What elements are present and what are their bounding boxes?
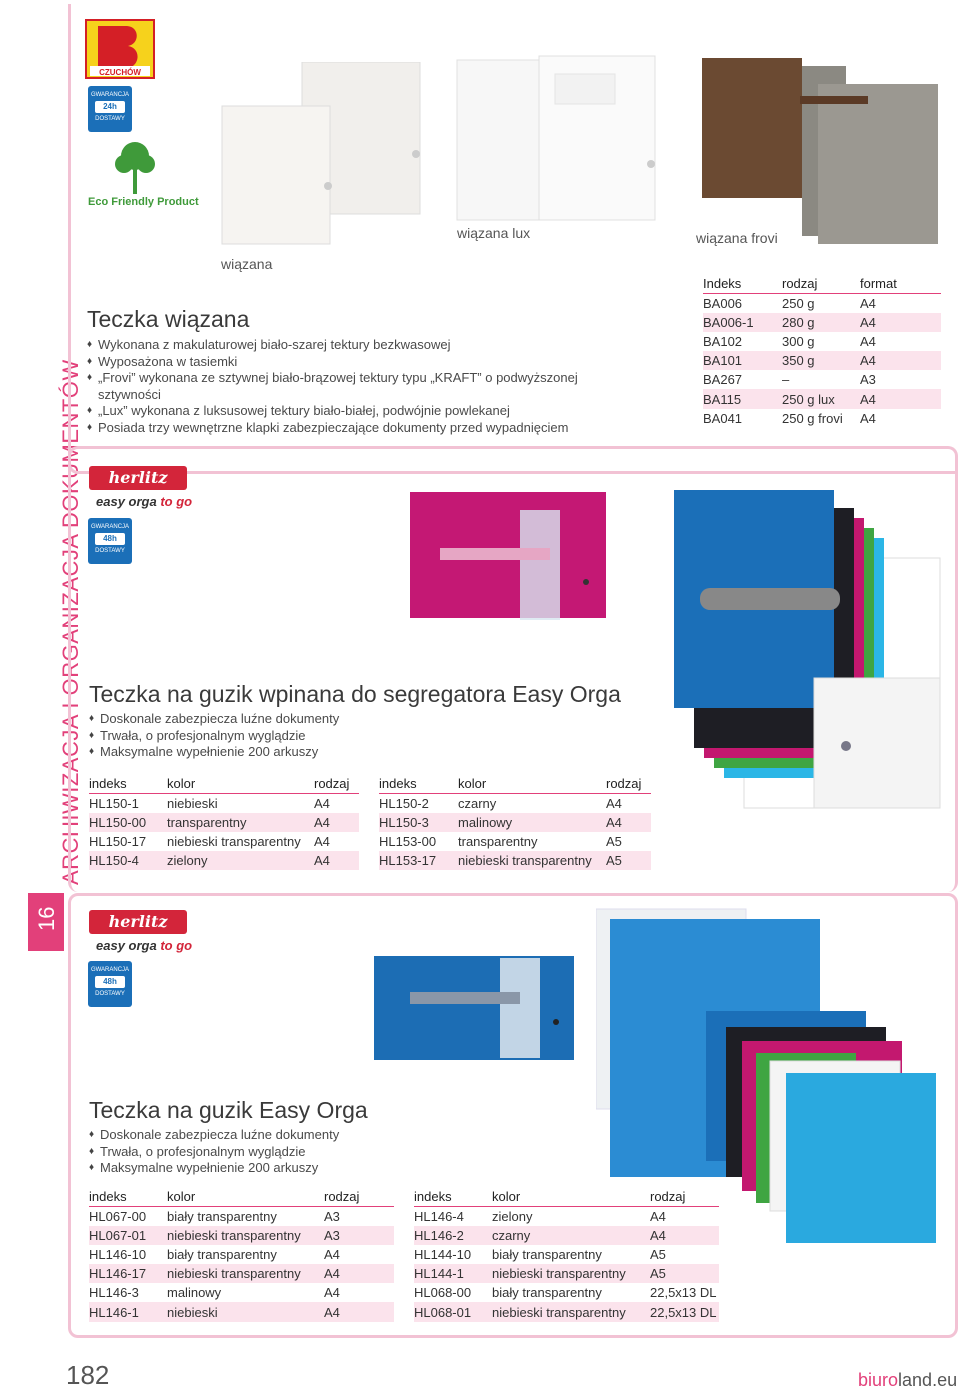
section3-table-left (89, 1187, 394, 1322)
table-cell: czarny (492, 1226, 650, 1245)
guarantee-24h-delivery: DOSTAWY (95, 116, 125, 122)
eco-tree-icon (110, 140, 160, 196)
table-cell: 350 g (782, 351, 860, 370)
table-cell: 280 g (782, 313, 860, 332)
table-row (703, 294, 941, 313)
guarantee-48h-hours-2: 48h (95, 976, 125, 988)
table-cell: biały transparentny (492, 1285, 602, 1301)
table-cell: transparentny (167, 813, 314, 832)
table-cell: HL150-4 (89, 851, 167, 870)
section2-bullet: ♦ Trwała, o profesjonalnym wyglądzie (89, 728, 339, 745)
table-cell: BA115 (703, 389, 782, 408)
col-header: indeks (89, 774, 167, 794)
table-cell: niebieski (167, 795, 218, 811)
table-cell: 250 g (782, 295, 815, 311)
table-cell: biały transparentny (167, 1208, 277, 1224)
table-cell: HL068-00 (414, 1285, 472, 1301)
col-header: indeks (89, 1187, 167, 1207)
table-cell: HL150-1 (89, 795, 139, 811)
table-cell: niebieski transparentny (492, 1302, 650, 1321)
guarantee-48h-delivery-2: DOSTAWY (95, 991, 125, 997)
table-cell: A4 (314, 851, 359, 870)
col-header: format (860, 274, 941, 294)
table-cell: A4 (324, 1246, 340, 1262)
table-cell: HL146-10 (89, 1246, 147, 1262)
table-row (89, 1283, 394, 1302)
table-row (703, 370, 941, 389)
section1-title: Teczka wiązana (87, 306, 250, 332)
table-row (89, 1226, 394, 1245)
section1-bullet: ♦ Wyposażona w tasiemki (87, 354, 647, 371)
easy-orga-logo (96, 938, 192, 953)
table-cell: 250 g lux (782, 389, 860, 408)
section2-bullet: ♦ Maksymalne wypełnienie 200 arkuszy (89, 744, 339, 761)
table-cell: BA006 (703, 295, 743, 311)
section1-bullets (87, 337, 647, 436)
table-row (89, 1302, 394, 1321)
table-row (703, 313, 941, 332)
table-cell: zielony (492, 1208, 533, 1224)
table-cell: BA101 (703, 351, 782, 370)
col-header: Indeks (703, 274, 782, 294)
eco-friendly-text: Eco Friendly Product (88, 196, 199, 208)
folder-easy-orga-magenta-image (400, 490, 610, 640)
table-cell: A4 (650, 1226, 719, 1245)
table-cell: HL150-3 (379, 813, 458, 832)
table-row (414, 1207, 719, 1226)
table-cell: A5 (650, 1246, 666, 1262)
to-go-text: to go (160, 938, 193, 953)
guarantee-24h-badge (88, 86, 132, 132)
section3-bullet: ♦ Maksymalne wypełnienie 200 arkuszy (89, 1160, 339, 1177)
guarantee-48h-delivery: DOSTAWY (95, 548, 125, 554)
table-cell: zielony (167, 851, 314, 870)
folder-wiazana-lux-image (455, 54, 675, 222)
table-cell: – (782, 372, 790, 388)
table-cell: A4 (606, 795, 622, 811)
section2-bullet: ♦ Doskonale zabezpiecza luźne dokumenty (89, 711, 339, 728)
table-row (414, 1302, 719, 1321)
table-cell: 250 g frovi (782, 410, 843, 426)
guarantee-48h-badge (88, 961, 132, 1007)
section3-bullet: ♦ Trwała, o profesjonalnym wyglądzie (89, 1144, 339, 1161)
table-cell: A4 (314, 795, 330, 811)
table-cell: biały transparentny (492, 1246, 602, 1262)
guarantee-48h-badge (88, 518, 132, 564)
czuchow-logo-text: CZUCHÓW (99, 68, 141, 77)
herlitz-logo: herlitz (89, 910, 187, 934)
section1-bullet: ♦ „Frovi” wykonana ze sztywnej biało-brązowej tektury typu „KRAFT” o podwyższonej sztywności (87, 370, 607, 403)
table-cell: A4 (324, 1285, 340, 1301)
table-cell: HL144-10 (414, 1246, 472, 1262)
col-header: kolor (167, 774, 314, 794)
table-cell: malinowy (458, 813, 606, 832)
table-cell: A4 (324, 1264, 394, 1283)
col-header: kolor (458, 774, 606, 794)
site-brand-part: biuro (858, 1370, 899, 1390)
table-header-row (414, 1187, 719, 1207)
herlitz-logo: herlitz (89, 466, 187, 490)
table-row (89, 794, 359, 813)
table-row (89, 832, 359, 851)
table-cell: BA006-1 (703, 313, 782, 332)
table-cell: niebieski transparentny (458, 851, 606, 870)
table-cell: BA267 (703, 372, 743, 388)
table-cell: HL150-17 (89, 833, 147, 849)
guarantee-48h-hours: 48h (95, 533, 125, 545)
caption-wiazana-frovi: wiązana frovi (696, 230, 778, 246)
table-cell: HL144-1 (414, 1264, 492, 1283)
section3-title: Teczka na guzik Easy Orga (89, 1097, 368, 1123)
table-row (379, 832, 651, 851)
table-cell: czarny (458, 795, 497, 811)
table-cell: malinowy (167, 1285, 222, 1301)
col-header: indeks (379, 774, 458, 794)
table-cell: BA041 (703, 410, 743, 426)
table-cell: A5 (650, 1264, 719, 1283)
side-category-label: ARCHIWIZACJA I ORGANIZACJA DOKUMENTÓW (58, 359, 83, 885)
table-cell: HL153-00 (379, 833, 437, 849)
section3-table-right (414, 1187, 719, 1322)
table-row (379, 851, 651, 870)
section2-title: Teczka na guzik wpinana do segregatora Easy Orga (89, 681, 621, 707)
folder-easy-orga-stack-image (664, 488, 944, 810)
folder-wiazana-image (220, 62, 440, 246)
table-cell: HL067-00 (89, 1208, 147, 1224)
section3-bullet: ♦ Doskonale zabezpiecza luźne dokumenty (89, 1127, 339, 1144)
czuchow-logo (84, 18, 156, 80)
guarantee-48h-label-2: GWARANCJA (90, 967, 130, 973)
table-cell: HL153-17 (379, 851, 458, 870)
caption-wiazana-lux: wiązana lux (457, 225, 531, 241)
table-cell: A5 (606, 851, 651, 870)
table-cell: A3 (324, 1208, 340, 1224)
to-go-text: to go (160, 494, 193, 509)
page-number: 182 (66, 1360, 110, 1390)
table-cell: A4 (314, 813, 359, 832)
section1-spec-table (703, 274, 941, 428)
col-header: kolor (167, 1187, 324, 1207)
table-row (414, 1264, 719, 1283)
table-cell: A4 (314, 833, 330, 849)
section2-table-right (379, 774, 651, 870)
table-row (703, 409, 941, 428)
section1-bullet: ♦ Wykonana z makulaturowej biało-szarej tektury bezkwasowej (87, 337, 647, 354)
table-row (414, 1226, 719, 1245)
site-logo (858, 1370, 957, 1390)
table-cell: A4 (606, 813, 651, 832)
table-cell: HL146-3 (89, 1285, 139, 1301)
col-header: rodzaj (782, 274, 860, 294)
table-row (89, 851, 359, 870)
table-cell: A5 (606, 833, 622, 849)
section1-bullet: ♦ Posiada trzy wewnętrzne klapki zabezpieczające dokumenty przed wypadnięciem (87, 420, 647, 437)
col-header: indeks (414, 1187, 492, 1207)
table-cell: niebieski transparentny (492, 1264, 650, 1283)
table-row (89, 1245, 394, 1264)
table-cell: HL067-01 (89, 1226, 167, 1245)
table-cell: biały transparentny (167, 1246, 277, 1262)
table-header-row (89, 1187, 394, 1207)
table-cell: 22,5x13 DL (650, 1285, 717, 1301)
guarantee-24h-label: GWARANCJA (90, 92, 130, 98)
col-header: kolor (492, 1187, 650, 1207)
table-cell: BA102 (703, 333, 743, 349)
table-row (703, 351, 941, 370)
table-cell: HL150-00 (89, 813, 167, 832)
table-cell: niebieski transparentny (167, 833, 301, 849)
table-row (414, 1283, 719, 1302)
section3-bullets (89, 1127, 339, 1177)
guarantee-48h-label: GWARANCJA (90, 524, 130, 530)
table-row (379, 813, 651, 832)
table-cell: HL146-1 (89, 1302, 167, 1321)
table-cell: HL146-4 (414, 1208, 464, 1224)
col-header: rodzaj (324, 1187, 394, 1207)
caption-wiazana: wiązana (221, 256, 273, 272)
table-cell: A3 (860, 372, 876, 388)
folder-easy-orga-blue-image (370, 918, 580, 1062)
table-cell: A4 (860, 410, 876, 426)
table-row (414, 1245, 719, 1264)
guarantee-24h-hours: 24h (95, 101, 125, 113)
table-cell: A3 (324, 1226, 394, 1245)
table-cell: A4 (860, 389, 941, 408)
table-cell: HL150-2 (379, 795, 429, 811)
col-header: rodzaj (606, 774, 651, 794)
table-row (379, 794, 651, 813)
table-cell: 22,5x13 DL (650, 1302, 719, 1321)
easy-orga-text: easy orga (96, 494, 157, 509)
table-cell: HL068-01 (414, 1302, 492, 1321)
table-cell: A4 (650, 1208, 666, 1224)
table-cell: HL146-17 (89, 1264, 167, 1283)
col-header: rodzaj (314, 774, 359, 794)
chapter-tab: 16 (28, 893, 64, 951)
table-row (703, 389, 941, 408)
table-cell: HL146-2 (414, 1226, 492, 1245)
easy-orga-text: easy orga (96, 938, 157, 953)
table-cell: A4 (324, 1302, 394, 1321)
table-cell: A4 (860, 295, 876, 311)
site-rest-part: land.eu (898, 1370, 958, 1390)
table-row (89, 1207, 394, 1226)
table-header-row (379, 774, 651, 794)
table-row (703, 332, 941, 351)
table-row (89, 1264, 394, 1283)
table-cell: transparentny (458, 833, 538, 849)
table-cell: 300 g (782, 333, 815, 349)
col-header: rodzaj (650, 1187, 719, 1207)
table-cell: A4 (860, 333, 876, 349)
table-row (89, 813, 359, 832)
table-header-row (703, 274, 941, 294)
table-cell: niebieski transparentny (167, 1226, 324, 1245)
table-header-row (89, 774, 359, 794)
table-cell: niebieski (167, 1302, 324, 1321)
section2-table-left (89, 774, 359, 870)
folder-wiazana-frovi-image (700, 56, 956, 246)
section2-bullets (89, 711, 339, 761)
table-cell: niebieski transparentny (167, 1264, 324, 1283)
easy-orga-logo (96, 494, 192, 509)
table-cell: A4 (860, 313, 941, 332)
section1-bullet: ♦ „Lux” wykonana z luksusowej tektury biało-białej, podwójnie powlekanej (87, 403, 647, 420)
table-cell: A4 (860, 351, 941, 370)
